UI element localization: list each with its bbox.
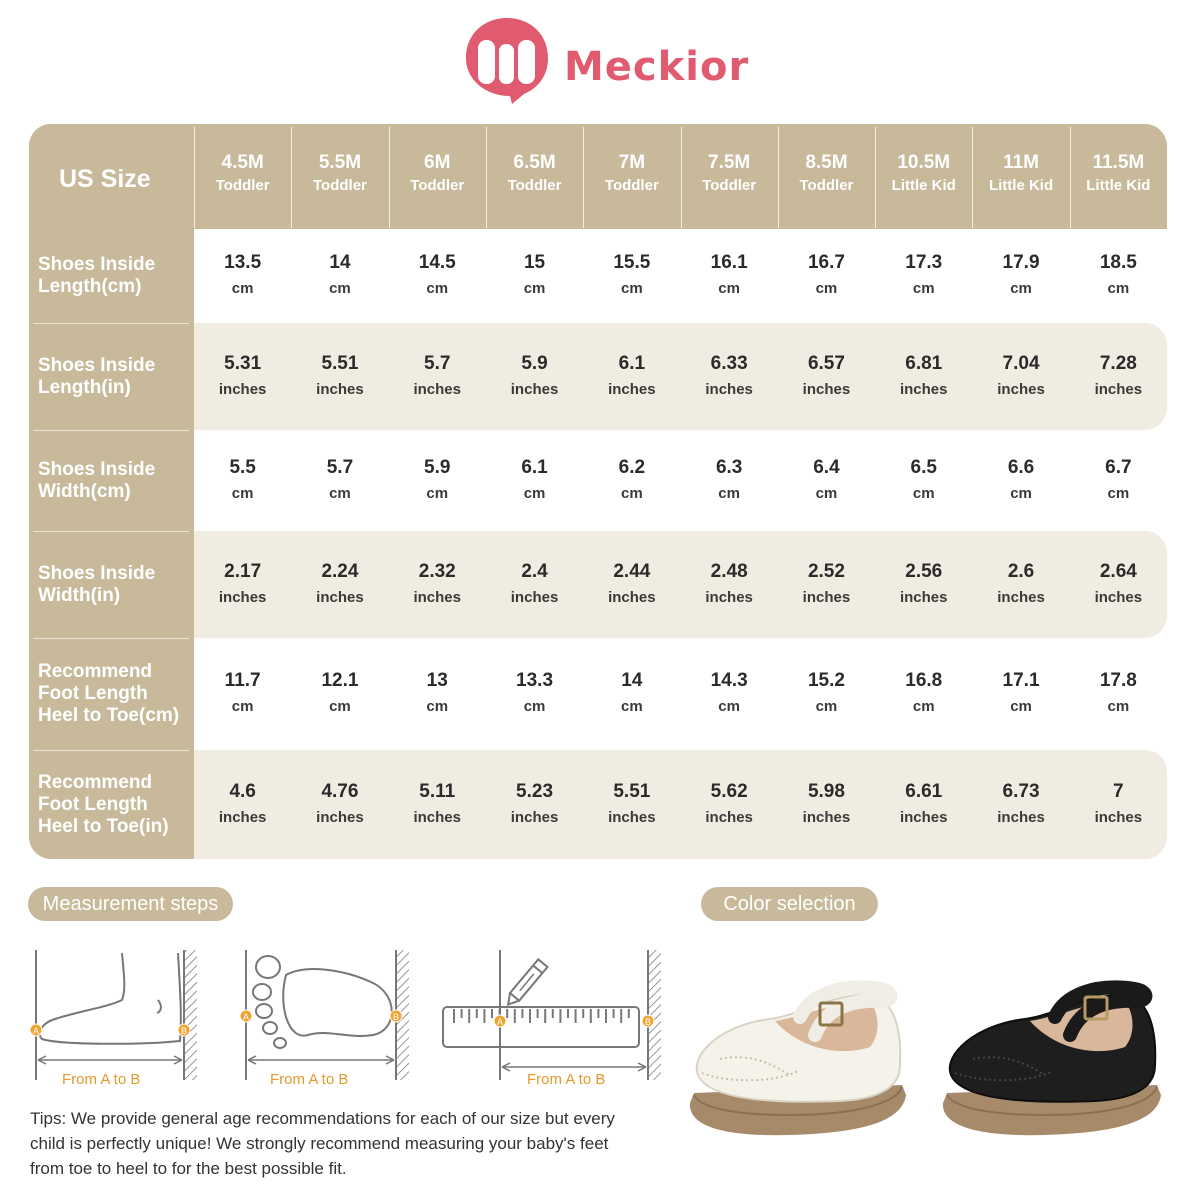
table-cell [486,668,583,720]
size-value: 11.5M [1092,152,1145,173]
cell-unit: inches [705,588,753,606]
size-column-header [972,150,1069,196]
age-group: Little Kid [988,177,1054,194]
foot-side-view-icon [30,945,205,1085]
cell-value: 6.5 [910,456,937,478]
cell-unit: cm [620,484,643,502]
brand-name: Meckior [564,44,750,90]
measurement-steps-label: Measurement steps [28,887,233,921]
table-cell [972,779,1069,831]
cell-value: 6.81 [905,352,943,374]
cell-unit: inches [899,808,948,826]
size-column-header [583,150,680,196]
cell-unit: cm [1107,698,1130,715]
cell-unit: inches [1094,808,1143,826]
table-cell [681,668,778,720]
cell-value: 6.61 [905,780,943,802]
cell-value: 17.3 [905,252,943,273]
cell-unit: inches [802,808,851,826]
table-cell [194,351,291,403]
row-label-line: Shoes Inside [38,254,156,275]
cell-unit: inches [1094,380,1143,398]
table-cell [875,668,972,720]
table-cell [389,250,486,302]
size-column-header [389,150,486,196]
row-separator [33,638,189,639]
table-cell [291,668,388,720]
cell-value: 11.7 [224,670,261,691]
cell-unit: inches [608,588,656,606]
us-size-label: US Size [59,165,151,193]
table-cell [875,559,972,611]
table-cell [972,250,1069,302]
size-column-header [291,150,388,196]
cell-value: 2.32 [418,560,456,582]
table-cell [194,455,291,507]
cell-value: 6.57 [807,352,845,374]
row-label [38,661,193,727]
table-cell [972,351,1069,403]
size-value: 5.5M [318,152,362,173]
row-label [38,772,193,838]
table-cell [875,455,972,507]
size-column-header [194,150,291,196]
foot-top-view-icon [238,945,413,1085]
cell-value: 7 [1113,780,1124,802]
table-cell [486,455,583,507]
table-cell [389,668,486,720]
table-cell [681,559,778,611]
cell-unit: inches [802,380,851,398]
svg-text:A: A [242,1012,250,1022]
ruler-pencil-icon [440,945,665,1085]
table-cell [681,250,778,302]
svg-text:B: B [644,1017,652,1027]
row-label-line: Heel to Toe(in) [38,815,169,837]
cell-unit: inches [218,380,267,398]
table-cell [291,779,388,831]
cell-value: 16.7 [807,252,845,273]
cell-unit: cm [912,280,935,297]
cell-value: 5.7 [326,456,354,478]
row-separator [33,430,189,431]
cell-unit: cm [426,280,449,297]
cell-value: 5.7 [424,352,451,374]
cell-unit: cm [523,484,546,502]
table-cell [1070,250,1167,302]
tips-line: from toe to heel to for the best possible fit. [30,1159,347,1178]
table-cell [1070,779,1167,831]
cell-unit: cm [620,698,643,715]
table-cell [583,250,680,302]
cell-value: 16.1 [710,252,748,273]
cell-unit: cm [329,484,351,502]
row-label-line: Length(in) [38,376,131,398]
row-label-line: Shoes Inside [38,458,156,480]
cell-value: 6.73 [1002,780,1040,802]
cell-unit: inches [608,380,656,398]
cell-value: 5.11 [419,780,456,802]
cell-value: 6.7 [1105,456,1132,478]
measure-step-1 [30,945,205,1085]
cell-value: 15.2 [807,670,845,691]
cell-value: 6.33 [710,352,748,374]
cell-value: 2.64 [1099,560,1137,582]
age-group: Toddler [215,177,270,194]
row-separator [33,750,189,751]
table-cell [486,250,583,302]
age-group: Toddler [604,177,659,194]
row-label [38,254,193,298]
table-cell [583,351,680,403]
cell-unit: cm [231,280,254,297]
row-label-line: Foot Length [38,683,148,704]
cell-unit: inches [316,808,364,826]
age-group: Little Kid [891,177,956,194]
tips-line: Tips: We provide general age recommendations for each of our size but every [30,1109,615,1128]
cell-unit: inches [510,588,559,606]
cell-value: 2.24 [321,560,359,582]
cell-unit: cm [1010,698,1032,715]
age-group: Toddler [410,177,465,194]
table-cell [681,455,778,507]
cell-value: 16.8 [905,670,943,691]
cell-value: 5.23 [516,780,554,802]
cell-value: 5.62 [710,780,748,802]
table-cell [778,559,875,611]
table-cell [583,559,680,611]
cell-value: 5.5 [229,456,256,478]
age-group: Toddler [799,177,854,194]
cell-value: 5.98 [807,780,845,802]
table-cell [875,250,972,302]
age-group: Toddler [313,177,367,194]
cell-unit: inches [218,808,267,826]
cell-unit: cm [523,698,546,715]
cell-unit: cm [1010,484,1032,502]
cell-value: 5.51 [321,352,359,374]
row-label-line: Width(in) [38,584,121,606]
cell-value: 12.1 [321,670,359,691]
table-cell [194,250,291,302]
cell-value: 6.4 [813,456,840,478]
cell-value: 18.5 [1099,252,1137,273]
size-value: 11M [1003,152,1039,173]
cell-unit: inches [316,588,364,606]
cell-unit: inches [997,808,1045,826]
age-group: Toddler [702,177,757,194]
cell-value: 5.9 [424,456,451,478]
tips-text [30,1106,670,1181]
table-cell [194,668,291,720]
row-label [38,355,193,399]
cell-unit: cm [329,280,351,297]
cell-value: 5.9 [521,352,548,374]
cell-value: 4.76 [321,780,359,802]
cell-value: 6.1 [618,352,646,374]
cell-value: 13 [426,670,448,691]
cell-unit: inches [899,588,948,606]
size-column-header [486,150,583,196]
cell-value: 6.6 [1007,456,1035,478]
cell-value: 2.6 [1007,560,1035,582]
table-cell [291,250,388,302]
cell-unit: inches [997,380,1045,398]
size-value: 6M [424,152,451,173]
svg-text:B: B [392,1012,400,1022]
cell-unit: cm [231,484,254,502]
cell-unit: cm [912,698,935,715]
table-cell [486,351,583,403]
table-cell [1070,668,1167,720]
cell-value: 5.31 [224,352,262,374]
table-cell [778,668,875,720]
color-option-white[interactable] [680,975,915,1150]
color-selection-label: Color selection [701,887,878,921]
row-label-line: Recommend [38,771,153,793]
table-cell [389,351,486,403]
cell-unit: cm [815,484,838,502]
cell-unit: inches [705,380,753,398]
cell-value: 14 [329,252,351,273]
cell-unit: inches [413,380,461,398]
table-cell [875,351,972,403]
cell-unit: cm [815,698,838,715]
cell-value: 6.3 [715,456,743,478]
cell-unit: cm [718,484,740,502]
cell-unit: inches [608,808,656,826]
table-cell [194,559,291,611]
cell-value: 2.48 [710,560,748,582]
cell-value: 13.3 [516,670,554,691]
table-cell [681,779,778,831]
measure-step-2 [238,945,413,1085]
table-cell [291,455,388,507]
cell-value: 2.56 [905,560,943,582]
cell-value: 4.6 [229,780,256,802]
cell-value: 2.44 [613,560,651,582]
cell-unit: inches [705,808,753,826]
cell-unit: cm [426,698,449,715]
cell-value: 14.5 [418,252,456,273]
cell-value: 13.5 [224,252,262,273]
size-column-header [778,150,875,196]
table-cell [583,455,680,507]
measure-step-2-caption: From A to B [270,1071,349,1088]
cell-value: 6.1 [521,456,548,478]
size-value: 7M [618,152,646,173]
table-cell [778,351,875,403]
measure-step-3 [440,945,665,1085]
cell-unit: inches [899,380,948,398]
size-chart-table [29,124,1167,859]
cell-unit: cm [718,280,740,297]
cell-unit: cm [815,280,838,297]
row-label-line: Width(cm) [38,480,131,502]
cell-value: 14.3 [710,670,748,691]
cell-value: 17.8 [1099,670,1137,691]
svg-text:A: A [32,1026,40,1036]
size-value: 6.5M [513,152,556,173]
table-cell [389,455,486,507]
cell-unit: inches [218,588,267,606]
table-cell [875,779,972,831]
table-cell [194,779,291,831]
row-separator [33,531,189,532]
age-group: Little Kid [1086,177,1151,194]
cell-unit: cm [1107,484,1130,502]
cell-value: 7.28 [1099,352,1137,374]
table-cell [486,779,583,831]
table-cell [972,559,1069,611]
cell-value: 6.2 [618,456,646,478]
row-label [38,459,193,503]
cell-unit: cm [329,698,351,715]
cell-value: 2.17 [224,560,262,582]
size-value: 8.5M [805,152,848,173]
table-cell [486,559,583,611]
size-value: 7.5M [708,152,751,173]
cell-unit: inches [802,588,851,606]
table-cell [583,779,680,831]
cell-unit: inches [510,380,559,398]
cell-value: 2.4 [521,560,548,582]
color-option-black[interactable] [935,975,1170,1150]
measure-step-3-caption: From A to B [527,1071,606,1088]
table-cell [1070,455,1167,507]
row-label-line: Shoes Inside [38,562,156,584]
row-label-line: Heel to Toe(cm) [38,705,180,726]
table-cell [1070,351,1167,403]
cell-unit: inches [413,808,461,826]
size-value: 10.5M [897,152,951,173]
measure-step-1-caption: From A to B [62,1071,141,1088]
cell-unit: cm [620,280,643,297]
black-shoe-icon [935,975,1170,1145]
cell-unit: inches [413,588,461,606]
row-label-line: Shoes Inside [38,354,156,376]
table-cell [681,351,778,403]
size-column-header [681,150,778,196]
cell-value: 15.5 [613,252,651,273]
row-separator [33,323,189,324]
table-cell [972,668,1069,720]
cell-unit: cm [231,698,254,715]
table-cell [583,668,680,720]
brand-logo [462,14,762,106]
cell-unit: cm [912,484,935,502]
cell-value: 17.1 [1002,670,1040,691]
size-column-header [875,150,972,196]
table-cell [972,455,1069,507]
table-cell [389,779,486,831]
row-label-line: Foot Length [38,793,148,815]
cell-value: 17.9 [1002,252,1040,273]
svg-text:A: A [496,1017,504,1027]
cell-value: 15 [523,252,546,273]
cell-unit: inches [1094,588,1143,606]
cell-unit: cm [1107,280,1130,297]
size-column-header [1070,150,1167,196]
cell-value: 5.51 [613,780,651,802]
cell-unit: inches [510,808,559,826]
table-cell [778,779,875,831]
table-cell [778,250,875,302]
row-label [38,563,193,607]
age-group: Toddler [507,177,562,194]
tips-line: child is perfectly unique! We strongly recommend measuring your baby's feet [30,1134,609,1153]
cell-unit: cm [1010,280,1032,297]
white-shoe-icon [680,975,915,1145]
table-cell [291,559,388,611]
cell-unit: inches [997,588,1045,606]
table-cell [778,455,875,507]
svg-text:B: B [180,1026,188,1036]
table-cell [389,559,486,611]
table-cell [1070,559,1167,611]
m-badge-icon [462,14,552,106]
cell-value: 7.04 [1002,352,1040,374]
cell-unit: inches [316,380,364,398]
cell-value: 2.52 [807,560,845,582]
size-value: 4.5M [221,152,264,173]
cell-unit: cm [426,484,449,502]
cell-unit: cm [718,698,740,715]
cell-unit: cm [523,280,546,297]
row-label-line: Recommend [38,661,153,682]
cell-value: 14 [621,670,643,691]
table-cell [291,351,388,403]
row-label-line: Length(cm) [38,276,142,297]
